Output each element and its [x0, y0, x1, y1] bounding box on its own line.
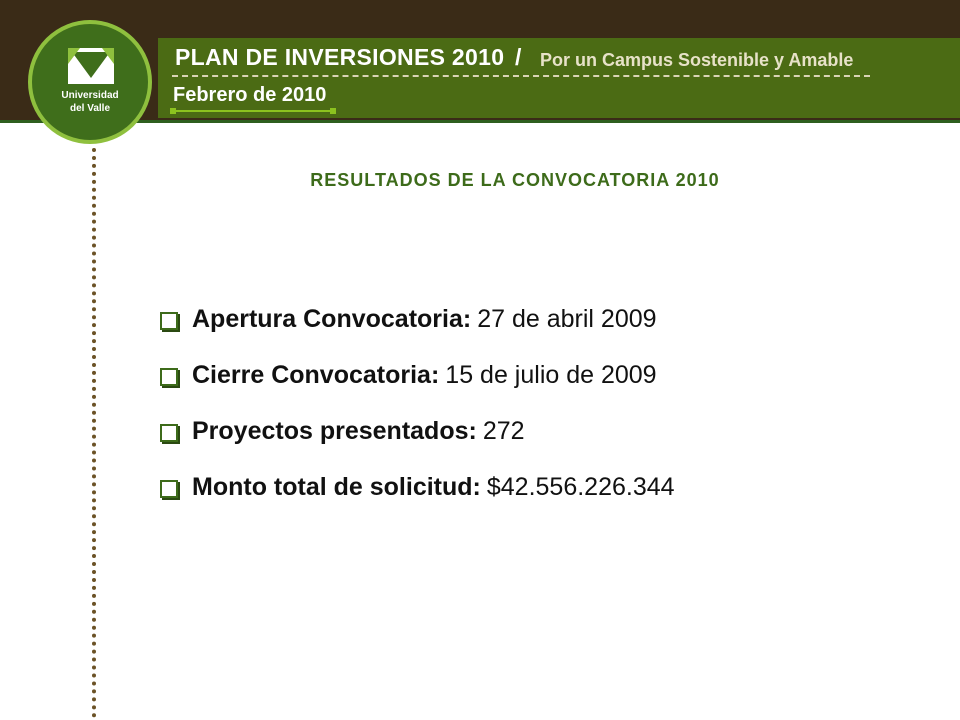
results-list	[160, 305, 675, 529]
item-value: 272	[482, 417, 525, 445]
item-label: Proyectos presentados:	[192, 417, 477, 445]
list-item	[160, 473, 675, 529]
list-item	[160, 361, 675, 417]
item-label: Monto total de solicitud:	[192, 473, 481, 501]
checkbox-bullet-icon	[160, 424, 178, 442]
item-value: $42.556.226.344	[486, 473, 675, 501]
checkbox-bullet-icon	[160, 480, 178, 498]
checkbox-bullet-icon	[160, 368, 178, 386]
logo-text-line1: Universidad	[61, 90, 119, 101]
item-value: 27 de abril 2009	[477, 305, 657, 333]
list-item	[160, 417, 675, 473]
header-title	[175, 44, 522, 71]
checkbox-bullet-icon	[160, 312, 178, 330]
date-underline-dot-right	[330, 108, 336, 114]
header-separator: /	[515, 44, 522, 70]
section-title: RESULTADOS DE LA CONVOCATORIA 2010	[310, 170, 720, 190]
university-logo	[28, 20, 152, 144]
header-date: Febrero de 2010	[173, 84, 327, 106]
item-value: 15 de julio de 2009	[445, 361, 657, 389]
date-underline-dot-left	[170, 108, 176, 114]
item-label: Cierre Convocatoria:	[192, 361, 440, 389]
item-label: Apertura Convocatoria:	[192, 305, 472, 333]
dotted-vertical-divider	[92, 148, 96, 718]
header-subtitle: Por un Campus Sostenible y Amable	[540, 50, 854, 70]
header-title-text: PLAN DE INVERSIONES 2010	[175, 44, 505, 70]
date-underline	[173, 110, 331, 112]
logo-text-line2: del Valle	[69, 103, 111, 114]
logo-emblem-icon	[32, 24, 148, 140]
list-item	[160, 305, 675, 361]
header-dashed-divider	[172, 75, 870, 77]
